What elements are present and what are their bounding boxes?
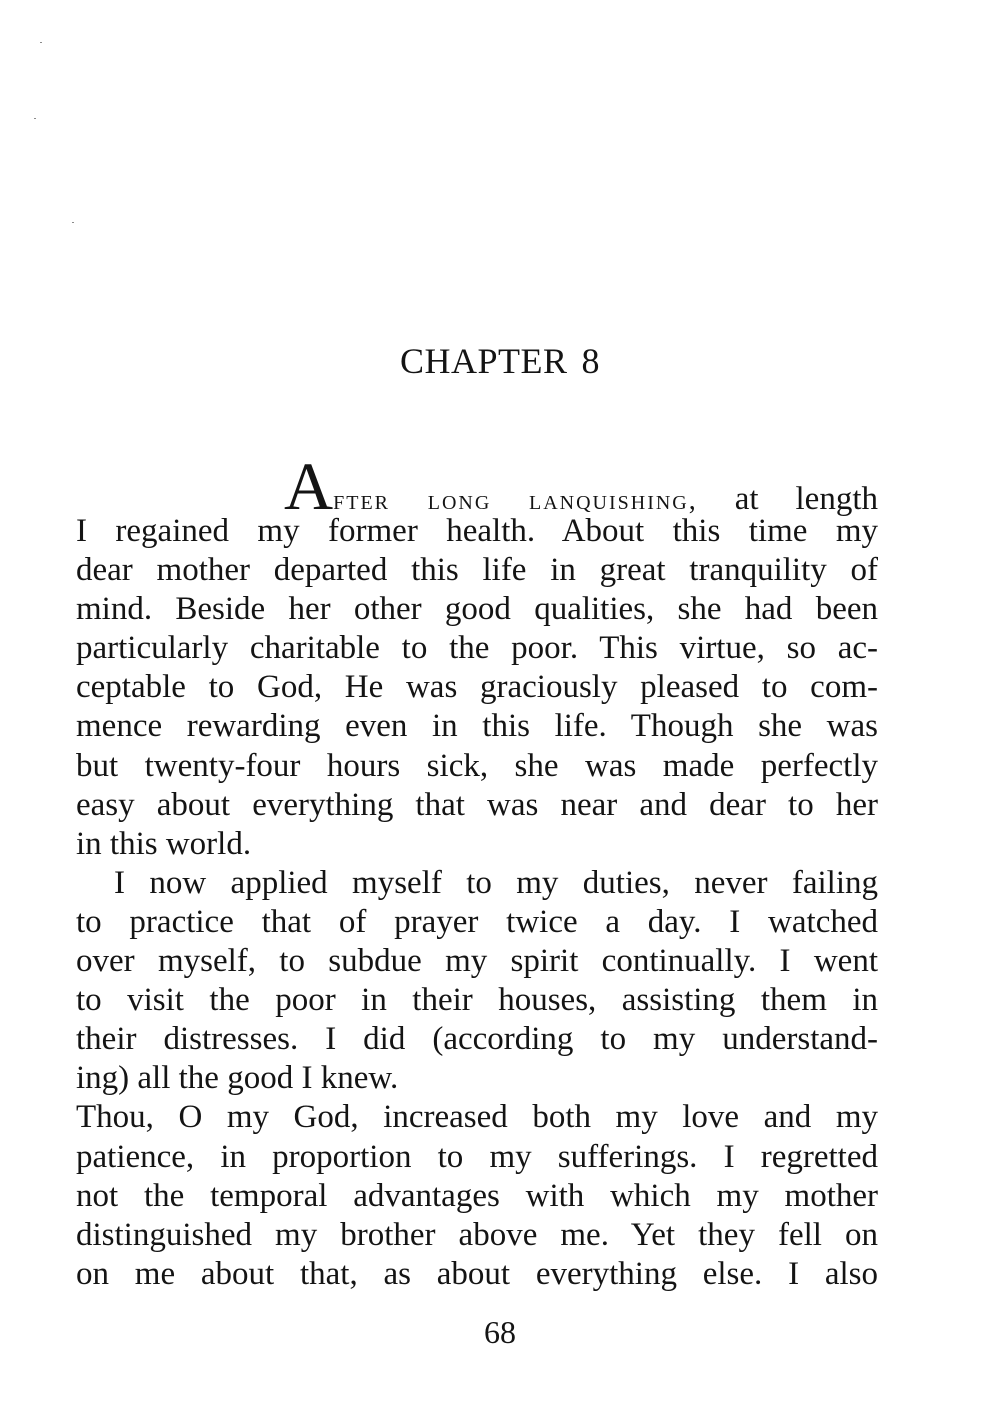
- text-line: their distresses. I did (according to my understand-: [76, 1021, 878, 1058]
- text-line: not the temporal advantages with which my mother: [76, 1177, 878, 1214]
- text-line: dear mother departed this life in great tranquility of: [76, 552, 878, 589]
- lead-in-smallcaps: fter long lanquishing,: [333, 485, 698, 516]
- text-line: distinguished my brother above me. Yet they fell on: [76, 1216, 878, 1253]
- text-line: particularly charitable to the poor. This virtue, so ac-: [76, 630, 878, 667]
- drop-cap: A: [284, 448, 334, 524]
- text-line: ing) all the good I knew.: [76, 1060, 399, 1097]
- first-line: [76, 448, 878, 524]
- text-line: mence rewarding even in this life. Though she was: [76, 708, 878, 745]
- page-number: 68: [484, 1314, 516, 1350]
- text-line: I regained my former health. About this time my: [76, 513, 878, 549]
- text-line: over myself, to subdue my spirit continually. I went: [76, 943, 878, 980]
- text-line: but twenty-four hours sick, she was made perfectly: [76, 747, 878, 784]
- text-line: to practice that of prayer twice a day. I watched: [76, 903, 878, 940]
- scan-speck: [72, 222, 74, 223]
- text-line: Thou, O my God, increased both my love and my: [76, 1099, 878, 1136]
- chapter-number: 8: [581, 341, 601, 381]
- scan-speck: [34, 118, 36, 119]
- body-text: [76, 448, 878, 1294]
- chapter-label: CHAPTER: [399, 341, 568, 381]
- first-line-rest: at length: [734, 481, 878, 517]
- text-line: patience, in proportion to my sufferings. I regretted: [76, 1138, 878, 1175]
- scan-speck: [40, 42, 42, 43]
- text-line: on me about that, as about everything else. I also: [76, 1255, 878, 1292]
- text-line: easy about everything that was near and dear to her: [76, 786, 878, 823]
- text-line: ceptable to God, He was graciously pleased to com-: [76, 669, 878, 706]
- text-line: in this world.: [76, 825, 252, 862]
- text-line: to visit the poor in their houses, assisting them in: [76, 982, 878, 1019]
- chapter-heading: [0, 340, 1000, 382]
- text-line: mind. Beside her other good qualities, she had been: [76, 591, 878, 628]
- text-line: I now applied myself to my duties, never failing: [114, 864, 878, 901]
